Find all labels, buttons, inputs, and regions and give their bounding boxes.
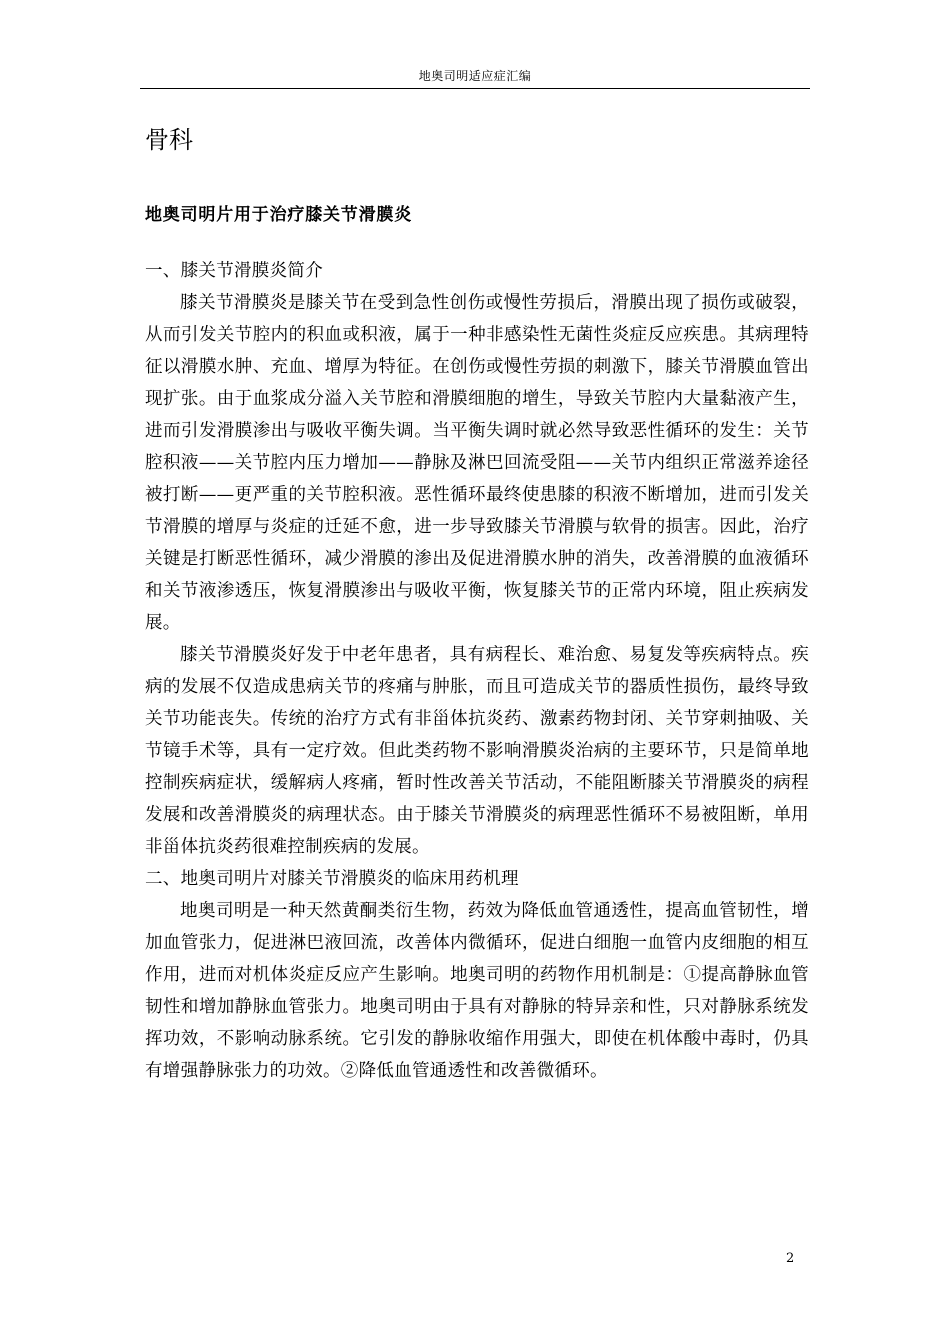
heading-2: 二、地奥司明片对膝关节滑膜炎的临床用药机理: [145, 869, 519, 889]
article-title: 地奥司明片用于治疗膝关节滑膜炎: [145, 205, 412, 225]
paragraph-2: 膝关节滑膜炎好发于中老年患者，具有病程长、难治愈、易复发等疾病特点。疾病的发展不仅造成患病关节的疼痛与肿胀，而且可造成关节的器质性损伤，最终导致关节功能丧失。传统的治疗方式有非甾体抗炎药、激素药物封闭、关节穿刺抽吸、关节镜手术等，具有一定疗效。但此类药物不影响滑膜炎治病的主要环节，只是简单地控制疾病症状，缓解病人疼痛，暂时性改善关节活动，不能阻断膝关节滑膜炎的病程发展和改善滑膜炎的病理状态。由于膝关节滑膜炎的病理恶性循环不易被阻断，单用非甾体抗炎药很难控制疾病的发展。: [145, 645, 809, 857]
running-header: 地奥司明适应症汇编: [418, 69, 532, 83]
paragraph-1: 膝关节滑膜炎是膝关节在受到急性创伤或慢性劳损后，滑膜出现了损伤或破裂，从而引发关节腔内的积血或积液，属于一种非感染性无菌性炎症反应疾患。其病理特征以滑膜水肿、充血、增厚为特征。在创伤或慢性劳损的刺激下，膝关节滑膜血管出现扩张。由于血浆成分溢入关节腔和滑膜细胞的增生，导致关节腔内大量黏液产生，进而引发滑膜渗出与吸收平衡失调。当平衡失调时就必然导致恶性循环的发生：关节腔积液——关节腔内压力增加——静脉及淋巴回流受阻——关节内组织正常滋养途径被打断——更严重的关节腔积液。恶性循环最终使患膝的积液不断增加，进而引发关节滑膜的增厚与炎症的迁延不愈，进一步导致膝关节滑膜与软骨的损害。因此，治疗关键是打断恶性循环，减少滑膜的渗出及促进滑膜水肿的消失，改善滑膜的血液循环和关节液渗透压，恢复滑膜渗出与吸收平衡，恢复膝关节的正常内环境，阻止疾病发展。: [145, 293, 809, 633]
section-title: 骨科: [145, 126, 193, 154]
header-rule: [140, 88, 810, 89]
article-body: [145, 255, 809, 1087]
paragraph-3: 地奥司明是一种天然黄酮类衍生物，药效为降低血管通透性，提高血管韧性，增加血管张力，促进淋巴液回流，改善体内微循环，促进白细胞一血管内皮细胞的相互作用，进而对机体炎症反应产生影响。地奥司明的药物作用机制是：①提高静脉血管韧性和增加静脉血管张力。地奥司明由于具有对静脉的特异亲和性，只对静脉系统发挥功效，不影响动脉系统。它引发的静脉收缩作用强大，即使在机体酸中毒时，仍具有增强静脉张力的功效。②降低血管通透性和改善微循环。: [145, 901, 809, 1081]
page-number: 2: [786, 1251, 795, 1266]
heading-1: 一、膝关节滑膜炎简介: [145, 261, 323, 281]
